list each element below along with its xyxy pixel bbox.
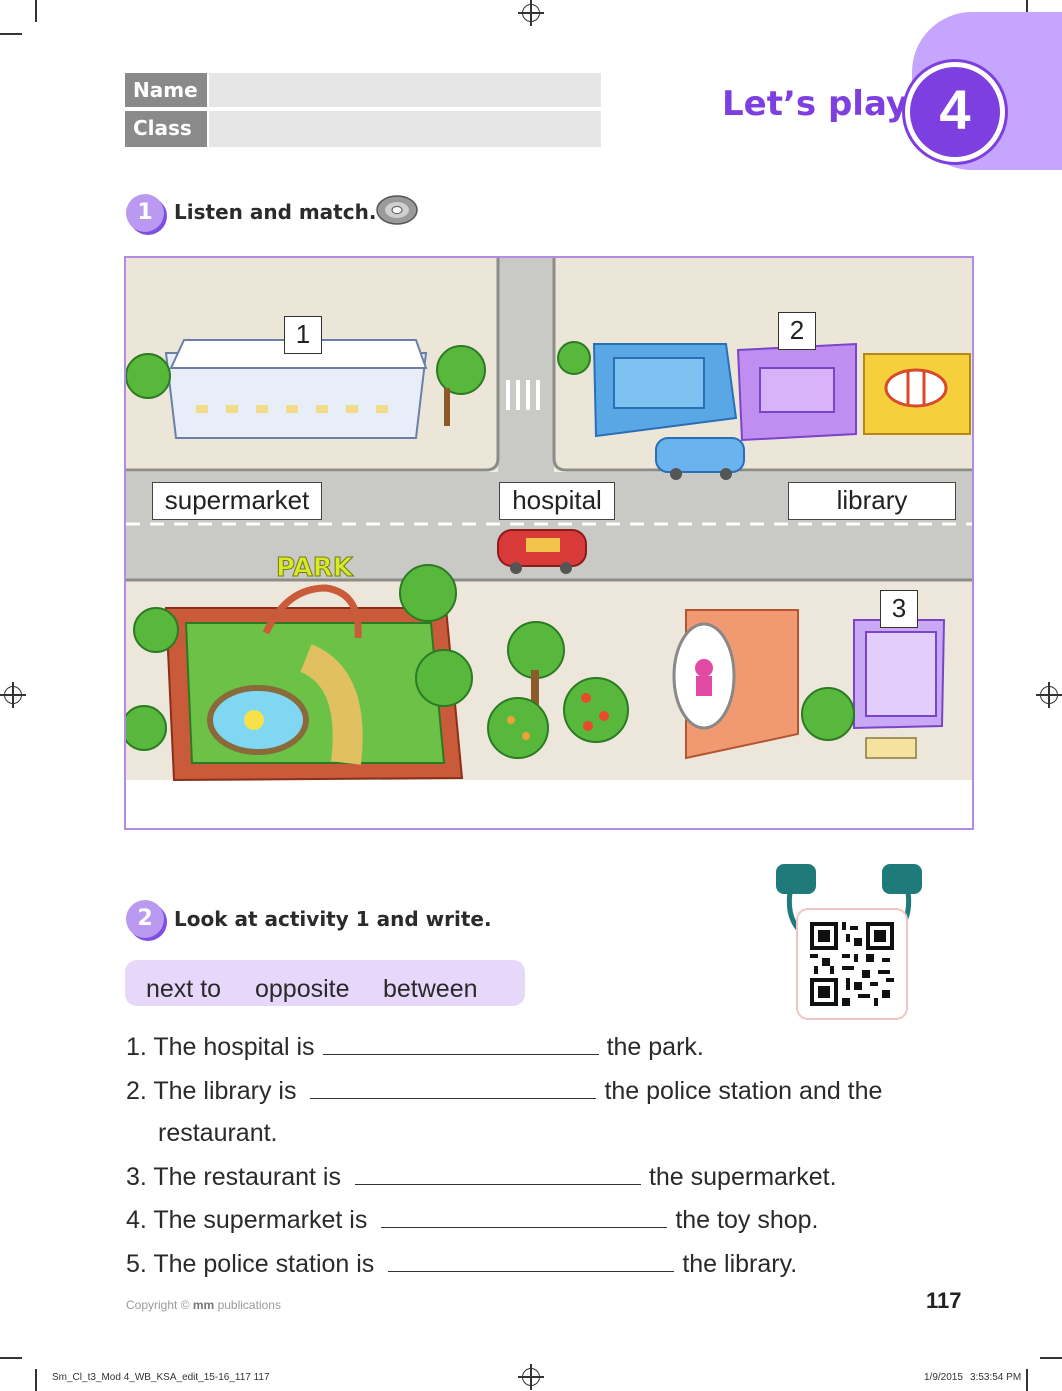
copyright-prefix: Copyright © (126, 1298, 190, 1312)
crop-mark (35, 0, 37, 22)
sentence-2-continuation: restaurant. (158, 1119, 278, 1147)
registration-mark-icon (522, 4, 540, 22)
unit-number: 4 (939, 78, 971, 141)
town-map-illustration (124, 256, 974, 830)
cd-icon (376, 194, 418, 226)
page-title: Let’s play (722, 84, 909, 124)
crop-mark (1040, 1357, 1062, 1359)
copyright (126, 1298, 281, 1312)
unit-number-badge (905, 62, 1005, 162)
sentence-2 (126, 1076, 882, 1106)
sentence-4 (126, 1205, 818, 1235)
qr-code-icon (796, 908, 908, 1020)
registration-mark-icon (4, 686, 22, 704)
word-bank-next-to: next to (146, 975, 222, 1003)
class-label: Class (125, 111, 207, 147)
sentence-3 (126, 1162, 837, 1192)
sentence-number: 4. (126, 1206, 147, 1234)
answer-blank[interactable] (310, 1076, 596, 1099)
activity-2-instruction: Look at activity 1 and write. (174, 907, 492, 931)
crop-mark (1026, 1369, 1028, 1391)
activity-1-number: 1 (126, 194, 164, 232)
answer-blank[interactable] (355, 1162, 641, 1185)
answer-blank[interactable] (323, 1032, 599, 1055)
sentence-number: 2. (126, 1077, 147, 1105)
sentence-end: the supermarket. (648, 1163, 837, 1191)
sentence-start: The restaurant is (153, 1163, 341, 1191)
sentence-number: 5. (126, 1250, 147, 1278)
activity-2-number: 2 (126, 900, 164, 938)
name-field[interactable] (209, 73, 601, 107)
answer-blank[interactable] (388, 1249, 674, 1272)
brand-logo: mm (192, 1298, 215, 1312)
activity-1-instruction: Listen and match. (174, 200, 377, 224)
sentence-end: the park. (606, 1033, 704, 1061)
svg-text:PARK: PARK (276, 553, 353, 583)
class-field[interactable] (209, 111, 601, 147)
print-date: 1/9/2015 (924, 1372, 963, 1383)
sentence-start: The supermarket is (153, 1206, 368, 1234)
label-hospital[interactable]: hospital (499, 482, 615, 520)
crop-mark (0, 1357, 22, 1359)
label-supermarket[interactable]: supermarket (152, 482, 322, 520)
sentence-start: The police station is (153, 1250, 375, 1278)
word-bank-between: between (383, 975, 478, 1003)
page-number: 117 (926, 1288, 962, 1313)
word-bank-opposite: opposite (255, 975, 350, 1003)
registration-mark-icon (522, 1368, 540, 1386)
crop-mark (0, 33, 22, 35)
sentence-1 (126, 1032, 704, 1062)
sentence-5 (126, 1249, 797, 1279)
crop-mark (35, 1369, 37, 1391)
sentence-end: the library. (682, 1250, 798, 1278)
sentence-start: The hospital is (153, 1033, 315, 1061)
print-slug: Sm_Cl_t3_Mod 4_WB_KSA_edit_15-16_117 117 (52, 1372, 270, 1383)
box-number-1: 1 (284, 316, 322, 354)
label-library[interactable]: library (788, 482, 956, 520)
box-number-2: 2 (778, 312, 816, 350)
name-label: Name (125, 73, 207, 107)
sentence-number: 3. (126, 1163, 147, 1191)
sentence-start: The library is (153, 1077, 297, 1105)
sentence-number: 1. (126, 1033, 147, 1061)
publisher-name: publications (217, 1298, 281, 1312)
sentence-end: the police station and the (604, 1077, 883, 1105)
answer-blank[interactable] (381, 1205, 667, 1228)
print-time: 3:53:54 PM (970, 1372, 1022, 1383)
sentence-end: the toy shop. (675, 1206, 819, 1234)
registration-mark-icon (1040, 686, 1058, 704)
box-number-3: 3 (880, 590, 918, 628)
